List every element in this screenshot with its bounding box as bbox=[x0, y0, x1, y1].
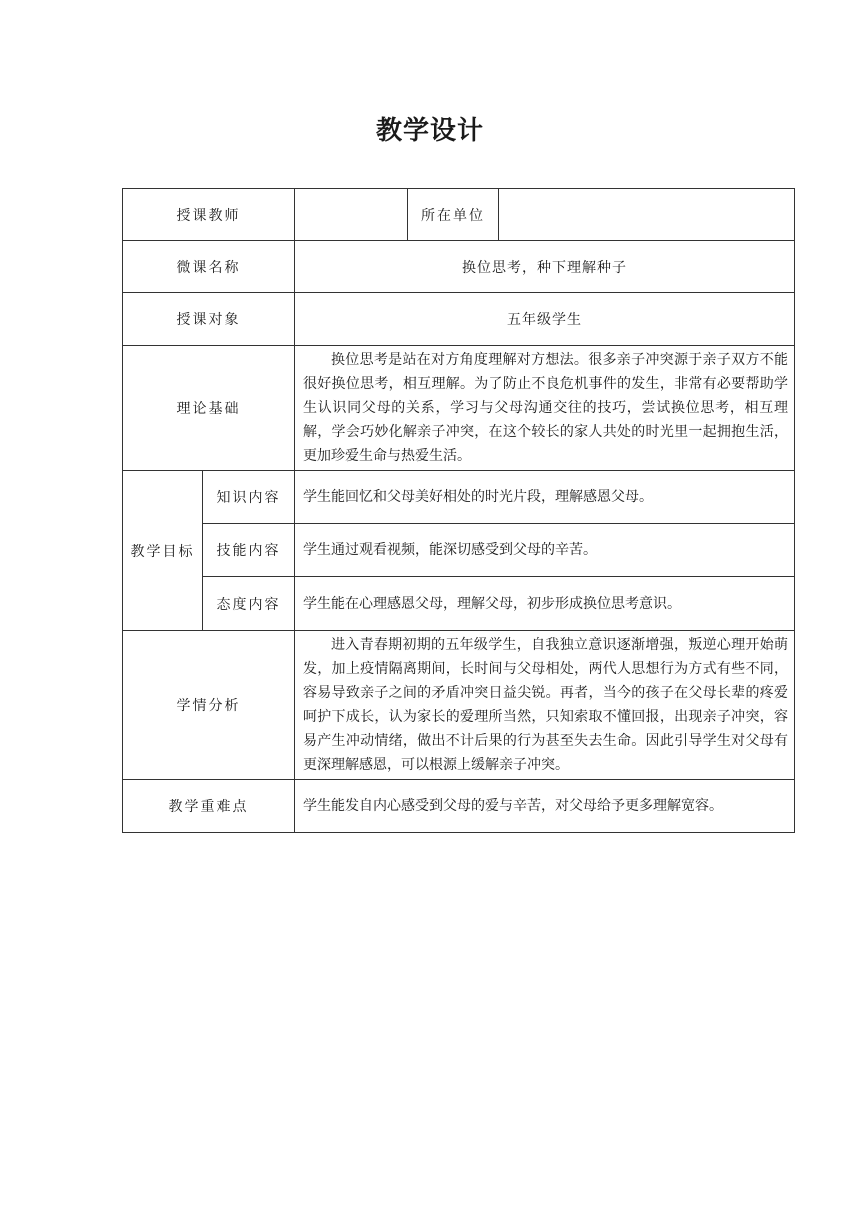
analysis-text: 进入青春期初期的五年级学生，自我独立意识逐渐增强，叛逆心理开始萌发，加上疫情隔离期间，长时间与父母相处，两代人思想行为方式有些不同，容易导致亲子之间的矛盾冲突日益尖锐。再者，当今的孩子在父母长辈的疼爱呵护下成长，认为家长的爱理所当然，只知索取不懂回报，出现亲子冲突，容易产生冲动情绪，做出不计后果的行为甚至失去生命。因此引导学生对父母有更深理解感恩，可以根源上缓解亲子冲突。 bbox=[295, 631, 795, 780]
difficulty-label: 教学重难点 bbox=[123, 780, 295, 833]
course-value: 换位思考，种下理解种子 bbox=[295, 241, 795, 293]
difficulty-text: 学生能发自内心感受到父母的爱与辛苦，对父母给予更多理解宽容。 bbox=[295, 780, 795, 833]
unit-label: 所在单位 bbox=[408, 189, 499, 241]
analysis-label: 学情分析 bbox=[123, 631, 295, 780]
theory-label: 理论基础 bbox=[123, 346, 295, 471]
goal-label-attitude: 态度内容 bbox=[203, 577, 295, 631]
row-audience bbox=[123, 293, 795, 346]
goal-text-knowledge: 学生能回忆和父母美好相处的时光片段，理解感恩父母。 bbox=[295, 471, 795, 524]
teacher-value bbox=[295, 189, 408, 241]
row-analysis bbox=[123, 631, 795, 780]
goal-text-attitude: 学生能在心理感恩父母，理解父母，初步形成换位思考意识。 bbox=[295, 577, 795, 631]
course-label: 微课名称 bbox=[123, 241, 295, 293]
theory-text: 换位思考是站在对方角度理解对方想法。很多亲子冲突源于亲子双方不能很好换位思考，相互理解。为了防止不良危机事件的发生，非常有必要帮助学生认识同父母的关系，学习与父母沟通交往的技巧，尝试换位思考，相互理解，学会巧妙化解亲子冲突，在这个较长的家人共处的时光里一起拥抱生活，更加珍爱生命与热爱生活。 bbox=[295, 346, 795, 471]
unit-value bbox=[499, 189, 795, 241]
page-title: 教学设计 bbox=[375, 116, 484, 146]
row-goal-knowledge bbox=[123, 471, 795, 524]
goals-label: 教学目标 bbox=[123, 471, 203, 631]
audience-value: 五年级学生 bbox=[295, 293, 795, 346]
row-goal-skill bbox=[123, 524, 795, 577]
row-difficulty bbox=[123, 780, 795, 833]
row-goal-attitude bbox=[123, 577, 795, 631]
audience-label: 授课对象 bbox=[123, 293, 295, 346]
teacher-label: 授课教师 bbox=[123, 189, 295, 241]
design-table bbox=[122, 188, 795, 833]
row-course bbox=[123, 241, 795, 293]
row-teacher bbox=[123, 189, 795, 241]
row-theory bbox=[123, 346, 795, 471]
goal-label-knowledge: 知识内容 bbox=[203, 471, 295, 524]
goal-text-skill: 学生通过观看视频，能深切感受到父母的辛苦。 bbox=[295, 524, 795, 577]
goal-label-skill: 技能内容 bbox=[203, 524, 295, 577]
